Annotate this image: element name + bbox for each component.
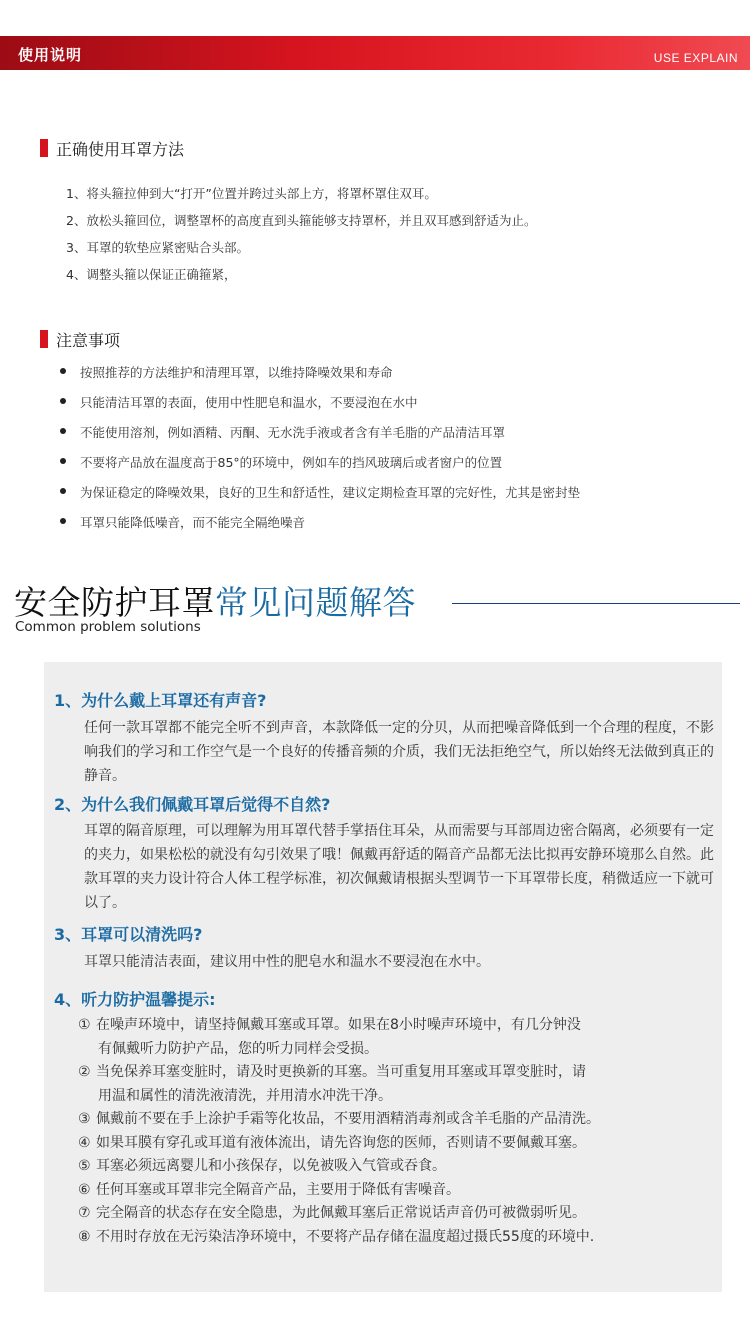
tip-number: ⑥ <box>78 1181 91 1198</box>
note-item <box>60 453 580 483</box>
note-text: 不能使用溶剂，例如酒精、丙酮、无水洗手液或者含有羊毛脂的产品清洁耳罩 <box>80 425 506 440</box>
tip-text: 当免保养耳塞变脏时，请及时更换新的耳塞。当可重复用耳塞或耳罩变脏时，请 <box>96 1064 586 1080</box>
heading-divider <box>452 603 740 604</box>
faq-subheading: Common problem solutions <box>15 619 201 635</box>
note-item <box>60 423 580 453</box>
faq-answer-2: 耳罩的隔音原理，可以理解为用耳罩代替手掌捂住耳朵，从而需要与耳部周边密合隔离，必须要有一定的夹力，如果松松的就没有勾引效果了哦！佩戴再舒适的隔音产品都无法比拟再安静环境那么自然。此款耳罩的夹力设计符合人体工程学标准，初次佩戴请根据头型调节一下耳罩带长度，稍微适应一下就可以了。 <box>84 823 714 911</box>
notes-section-title: 注意事项 <box>56 331 121 350</box>
section-marker <box>40 139 48 157</box>
usage-section-title: 正确使用耳罩方法 <box>56 140 185 159</box>
tip-number: ① <box>78 1017 91 1033</box>
tip-number: ② <box>78 1064 91 1080</box>
bullet-icon <box>60 488 66 494</box>
tip-item <box>78 1014 600 1038</box>
tip-item <box>78 1132 600 1156</box>
faq-panel <box>44 662 722 1292</box>
tip-item-continued: 有佩戴听力防护产品，您的听力同样会受损。 <box>98 1040 378 1057</box>
tip-number: ⑦ <box>78 1205 91 1221</box>
header-banner <box>0 36 750 70</box>
note-text: 只能清洁耳罩的表面，使用中性肥皂和温水，不要浸泡在水中 <box>80 395 418 410</box>
tip-text: 在噪声环境中，请坚持佩戴耳塞或耳罩。如果在8小时噪声环境中，有几分钟没 <box>96 1017 581 1033</box>
tips-list <box>78 1014 600 1249</box>
note-item <box>60 363 580 393</box>
note-text: 为保证稳定的降噪效果，良好的卫生和舒适性，建议定期检查耳罩的完好性，尤其是密封垫 <box>80 485 581 500</box>
bullet-icon <box>60 398 66 404</box>
tip-item-continued: 用温和属性的清洗液清洗，并用清水冲洗干净。 <box>98 1087 392 1104</box>
faq-question-1: 1、为什么戴上耳罩还有声音? <box>54 691 267 710</box>
faq-question-4: 4、听力防护温馨提示: <box>54 990 216 1009</box>
usage-step: 2、放松头箍回位，调整罩杯的高度直到头箍能够支持罩杯，并且双耳感到舒适为止。 <box>66 213 537 228</box>
tip-text: 耳塞必须远离婴儿和小孩保存，以免被吸入气管或吞食。 <box>96 1158 446 1174</box>
tip-item <box>78 1226 600 1250</box>
usage-step: 1、将头箍拉伸到大“打开”位置并跨过头部上方，将罩杯罩住双耳。 <box>66 186 437 201</box>
tip-text: 任何耳塞或耳罩非完全隔音产品，主要用于降低有害噪音。 <box>96 1181 460 1198</box>
tip-number: ⑤ <box>78 1158 91 1174</box>
tip-text: 如果耳膜有穿孔或耳道有液体流出，请先咨询您的医师，否则请不要佩戴耳塞。 <box>96 1134 586 1151</box>
usage-step: 4、调整头箍以保证正确箍紧， <box>66 267 237 282</box>
faq-answer-1: 任何一款耳罩都不能完全听不到声音，本款降低一定的分贝，从而把噪音降低到一个合理的程度，不影响我们的学习和工作空气是一个良好的传播音频的介质，我们无法拒绝空气，所以始终无法做到真正的静音。 <box>84 720 714 784</box>
tip-item <box>78 1202 600 1226</box>
tip-item <box>78 1155 600 1179</box>
banner-title: 使用说明 <box>18 46 83 64</box>
tip-number: ④ <box>78 1134 91 1151</box>
note-item <box>60 483 580 513</box>
note-text: 耳罩只能降低噪音，而不能完全隔绝噪音 <box>80 515 306 530</box>
note-text: 不要将产品放在温度高于85°的环境中，例如车的挡风玻璃后或者窗户的位置 <box>80 455 503 470</box>
bullet-icon <box>60 368 66 374</box>
faq-heading-part2: 常见问题解答 <box>215 583 416 622</box>
faq-answer-3: 耳罩只能清洁表面，建议用中性的肥皂水和温水不要浸泡在水中。 <box>84 954 490 970</box>
faq-question-3: 3、耳罩可以清洗吗? <box>54 925 203 944</box>
note-item <box>60 393 580 423</box>
bullet-icon <box>60 428 66 434</box>
tip-item <box>78 1108 600 1132</box>
tip-text: 不用时存放在无污染洁净环境中，不要将产品存储在温度超过摄氏55度的环境中. <box>96 1228 595 1245</box>
tip-item <box>78 1061 600 1085</box>
note-text: 按照推荐的方法维护和清理耳罩，以维持降噪效果和寿命 <box>80 365 393 380</box>
tip-text: 佩戴前不要在手上涂护手霜等化妆品，不要用酒精消毒剂或含羊毛脂的产品清洗。 <box>96 1111 600 1127</box>
note-item <box>60 513 580 543</box>
faq-heading-part1: 安全防护耳罩 <box>14 583 215 622</box>
usage-steps <box>66 184 536 292</box>
tip-item <box>78 1179 600 1203</box>
usage-step: 3、耳罩的软垫应紧密贴合头部。 <box>66 240 249 255</box>
bullet-icon <box>60 458 66 464</box>
tip-number: ⑧ <box>78 1228 91 1245</box>
notes-list <box>60 363 580 543</box>
tip-text: 完全隔音的状态存在安全隐患，为此佩戴耳塞后正常说话声音仍可被微弱听见。 <box>96 1205 586 1221</box>
tip-number: ③ <box>78 1111 91 1127</box>
banner-subtitle: USE EXPLAIN <box>653 51 738 65</box>
faq-question-2: 2、为什么我们佩戴耳罩后觉得不自然? <box>54 795 331 814</box>
section-marker <box>40 330 48 348</box>
faq-heading <box>14 577 416 624</box>
bullet-icon <box>60 518 66 524</box>
